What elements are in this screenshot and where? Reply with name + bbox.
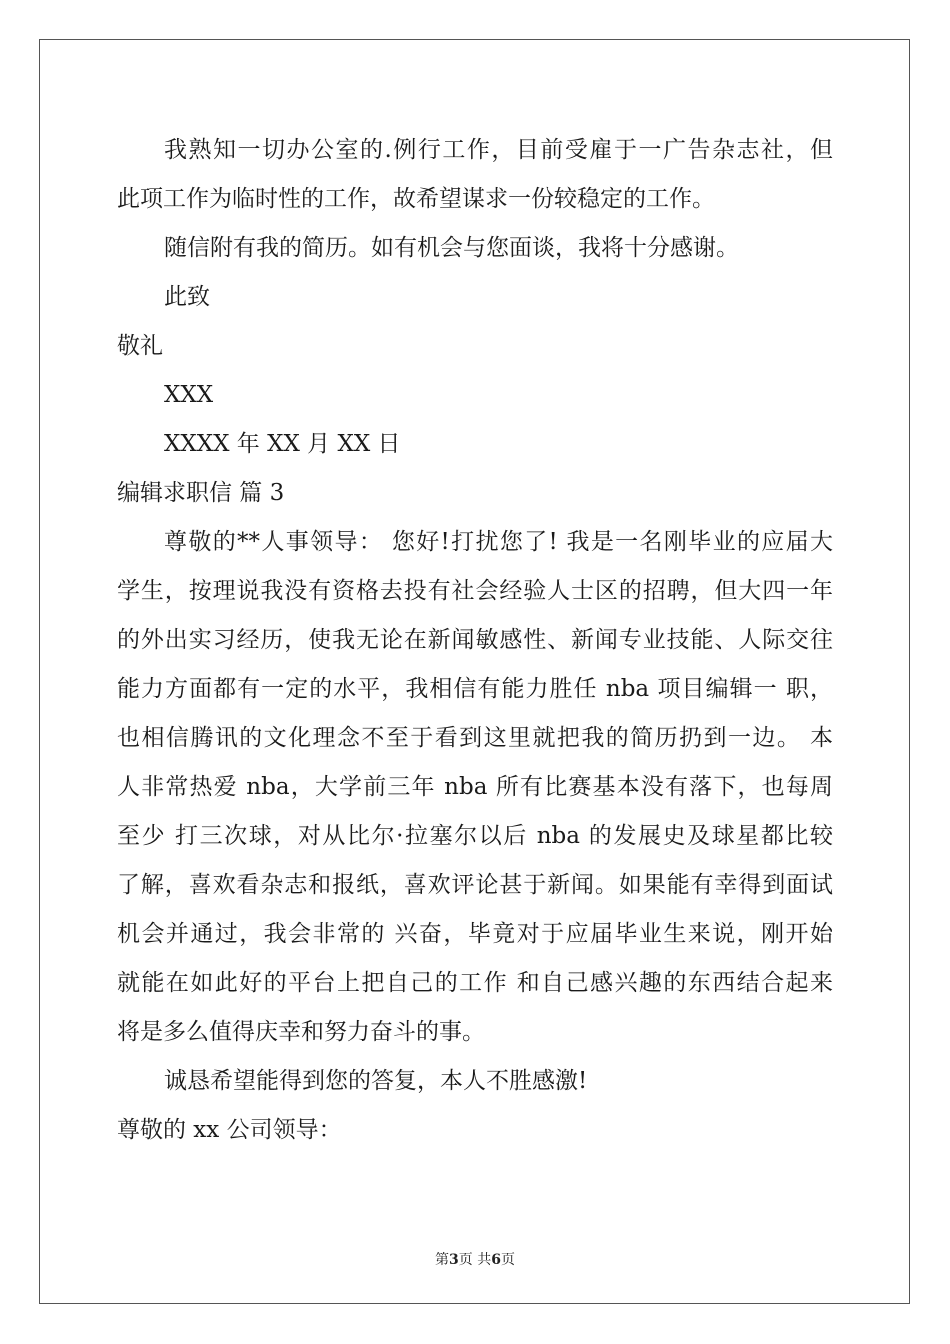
page-total: 6 bbox=[491, 1252, 501, 1268]
date-text: XXXX 年 XX 月 XX 日 bbox=[164, 431, 401, 457]
page-footer bbox=[0, 1249, 950, 1269]
paragraph-line: 机会并通过，我会非常的 兴奋，毕竟对于应届毕业生来说，刚开始 bbox=[117, 921, 833, 947]
greeting-text: 尊敬的 xx 公司领导： bbox=[117, 1117, 342, 1143]
paragraph-line: 尊敬的**人事领导： 您好!打扰您了! 我是一名刚毕业的应届大 bbox=[164, 529, 833, 555]
paragraph-line: 我熟知一切办公室的.例行工作，目前受雇于一广告杂志社，但 bbox=[164, 137, 833, 163]
page-prefix: 第 bbox=[435, 1252, 450, 1268]
paragraph-line: 随信附有我的简历。如有机会与您面谈，我将十分感谢。 bbox=[164, 235, 739, 261]
paragraph-line: 学生，按理说我没有资格去投有社会经验人士区的招聘，但大四一年 bbox=[117, 578, 833, 604]
paragraph-line: 能力方面都有一定的水平，我相信有能力胜任 nba 项目编辑一 职， bbox=[117, 676, 833, 702]
paragraph-line: 也相信腾讯的文化理念不至于看到这里就把我的简历扔到一边。 本 bbox=[117, 725, 833, 751]
letter-body bbox=[117, 126, 833, 1155]
page-current: 3 bbox=[449, 1252, 459, 1268]
paragraph-line: 诚恳希望能得到您的答复，本人不胜感激! bbox=[164, 1068, 588, 1094]
paragraph-line: 此项工作为临时性的工作，故希望谋求一份较稳定的工作。 bbox=[117, 186, 715, 212]
paragraph-line: 的外出实习经历，使我无论在新闻敏感性、新闻专业技能、人际交往 bbox=[117, 627, 833, 653]
paragraph-line: 将是多么值得庆幸和努力奋斗的事。 bbox=[117, 1019, 485, 1045]
signature-text: XXX bbox=[164, 382, 214, 408]
salute-text: 敬礼 bbox=[117, 333, 163, 359]
paragraph-line: 了解，喜欢看杂志和报纸，喜欢评论甚于新闻。如果能有幸得到面试 bbox=[117, 872, 833, 898]
section-title: 编辑求职信 篇 3 bbox=[117, 480, 285, 506]
page-mid: 页 共 bbox=[458, 1252, 492, 1268]
paragraph-line: 就能在如此好的平台上把自己的工作 和自己感兴趣的东西结合起来 bbox=[117, 970, 833, 996]
page-suffix: 页 bbox=[500, 1252, 515, 1268]
paragraph-line: 至少 打三次球，对从比尔·拉塞尔以后 nba 的发展史及球星都比较 bbox=[117, 823, 833, 849]
paragraph-line: 人非常热爱 nba，大学前三年 nba 所有比赛基本没有落下，也每周 bbox=[117, 774, 833, 800]
closing-text: 此致 bbox=[164, 284, 210, 310]
